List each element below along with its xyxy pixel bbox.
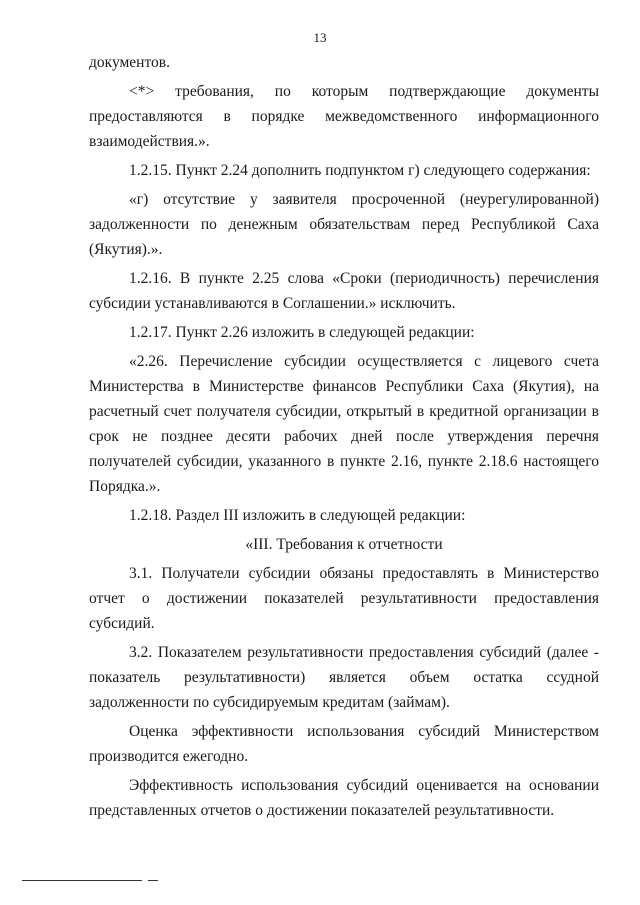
section-heading: «III. Требования к отчетности [245,536,443,553]
paragraph-footnote: <*> требования, по которым подтверждающие документы предоставляются в порядке межведомственного информационного взаимодействия.». [89,83,599,150]
footer-rule [22,880,142,881]
paragraph-efficiency: Эффективность использования субсидий оценивается на основании представленных отчетов о достижении показателей результативности. [89,777,599,819]
paragraph-1-2-17: 1.2.17. Пункт 2.26 изложить в следующей редакции: [129,324,475,341]
paragraph-continuation: документов. [89,54,170,71]
page-number: 13 [313,30,327,45]
document-body [89,50,599,827]
footer-rule-short [148,880,158,881]
paragraph-subitem-g: «г) отсутствие у заявителя просроченной (неурегулированной) задолженности по денежным обязательствам перед Республикой Саха (Якутия).». [89,191,599,258]
paragraph-3-1: 3.1. Получатели субсидии обязаны предоставлять в Министерство отчет о достижении показателей результативности предоставления субсидий. [89,565,599,632]
paragraph-2-26: «2.26. Перечисление субсидии осуществляется с лицевого счета Министерства в Министерстве финансов Республики Саха (Якутия), на расчетный счет получателя субсидии, открытый в кредитной организации в срок не позднее десяти рабочих дней после утверждения перечня получателей субсидии, указанного в пункте 2.16, пункте 2.18.6 настоящего Порядка.». [89,353,599,495]
paragraph-3-2: 3.2. Показателем результативности предоставления субсидий (далее - показатель результативности) является объем остатка ссудной задолженности по субсидируемым кредитам (займам). [89,644,599,711]
paragraph-assessment: Оценка эффективности использования субсидий Министерством производится ежегодно. [89,723,599,765]
paragraph-1-2-18: 1.2.18. Раздел III изложить в следующей редакции: [129,507,466,524]
paragraph-1-2-15: 1.2.15. Пункт 2.24 дополнить подпунктом г) следующего содержания: [129,162,591,179]
paragraph-1-2-16: 1.2.16. В пункте 2.25 слова «Сроки (периодичность) перечисления субсидии устанавливаются в Соглашении.» исключить. [89,270,599,312]
